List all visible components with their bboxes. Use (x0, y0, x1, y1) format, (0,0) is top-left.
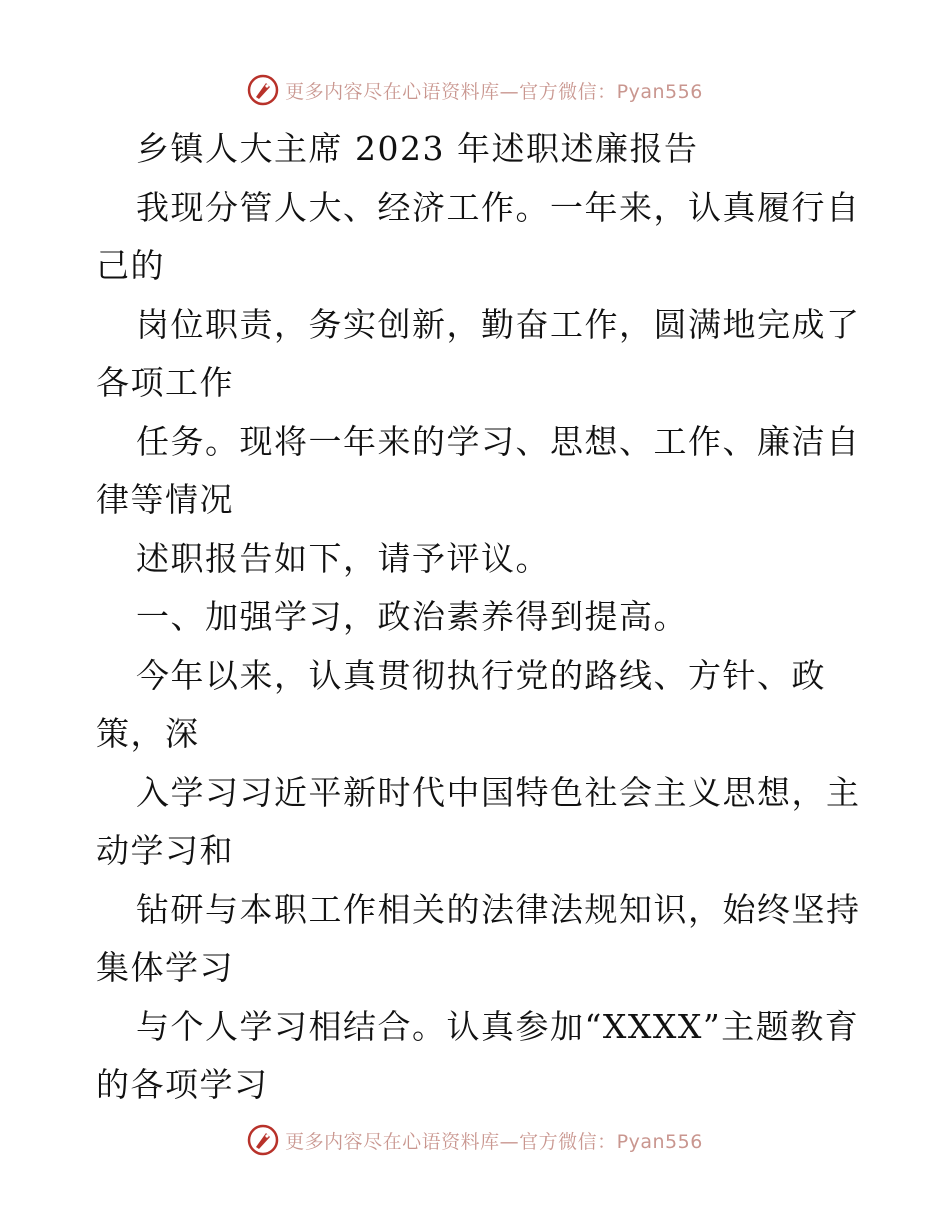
text-line: 律等情况 (96, 480, 234, 519)
header-watermark (0, 70, 950, 110)
text-line: 钻研与本职工作相关的法律法规知识，始终坚持 (136, 889, 861, 929)
watermark-text: 更多内容尽在心语资料库—官方微信：Pyan556 (285, 1130, 703, 1153)
pen-nib-circle-icon (247, 74, 279, 106)
pen-nib-circle-icon (247, 1124, 279, 1156)
text-line: 己的 (96, 246, 165, 285)
text-line: 策，深 (96, 714, 200, 753)
text-line: 动学习和 (96, 831, 234, 870)
text-line: 任务。现将一年来的学习、思想、工作、廉洁自 (136, 421, 861, 461)
text-line: 岗位职责，务实创新，勤奋工作，圆满地完成了 (136, 304, 861, 344)
document-title: 乡镇人大主席 2023 年述职述廉报告 (136, 129, 699, 168)
text-line: 述职报告如下，请予评议。 (136, 538, 550, 578)
footer-watermark (0, 1120, 950, 1160)
text-line: 的各项学习 (96, 1065, 269, 1104)
text-line: 入学习习近平新时代中国特色社会主义思想，主 (136, 772, 861, 812)
watermark-text: 更多内容尽在心语资料库—官方微信：Pyan556 (285, 80, 703, 103)
text-line: 与个人学习相结合。认真参加“XXXX”主题教育 (136, 1006, 860, 1046)
text-line: 集体学习 (96, 948, 234, 987)
text-line: 各项工作 (96, 363, 234, 402)
document-body (96, 120, 861, 1115)
text-line: 今年以来，认真贯彻执行党的路线、方针、政 (136, 655, 826, 695)
section-heading: 一、加强学习，政治素养得到提高。 (136, 597, 688, 636)
text-line: 我现分管人大、经济工作。一年来，认真履行自 (136, 187, 861, 227)
